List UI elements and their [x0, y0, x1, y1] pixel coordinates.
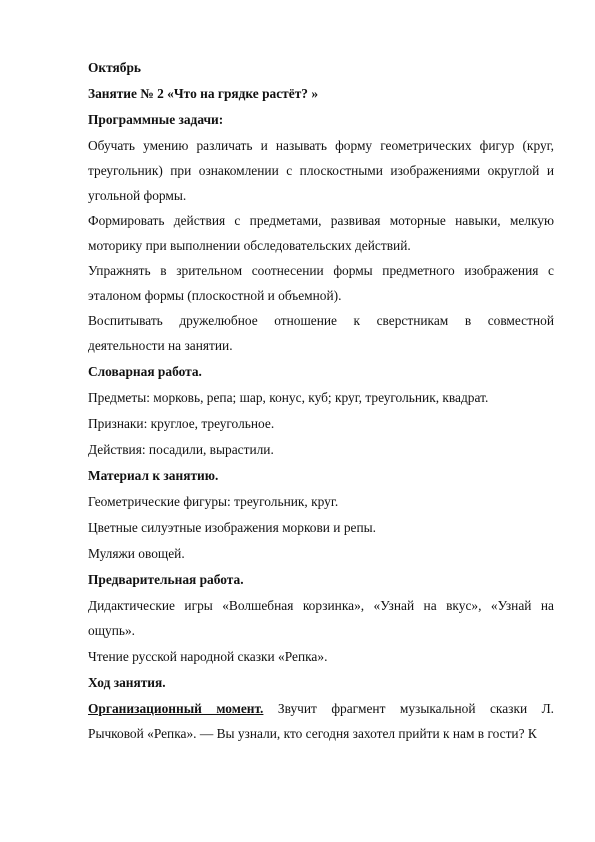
vocab-line: Действия: посадили, вырастили. [88, 442, 274, 457]
course-intro-label: Организационный момент. [88, 701, 264, 716]
vocab-line: Предметы: морковь, репа; шар, конус, куб; круг, треугольник, квадрат. [88, 390, 489, 405]
task-line: эталоном формы (плоскостной и объемной). [88, 288, 342, 303]
course-intro-text: Звучит фрагмент музыкальной сказки Л. [263, 701, 554, 716]
material-line: Муляжи овощей. [88, 546, 185, 561]
month-label: Октябрь [88, 60, 142, 75]
vocab-line: Признаки: круглое, треугольное. [88, 416, 275, 431]
vocab-heading: Словарная работа. [88, 364, 202, 379]
task-line: Упражнять в зрительном соотнесении формы предметного изображения с [88, 263, 554, 278]
course-intro-line [88, 701, 554, 717]
tasks-heading: Программные задачи: [88, 112, 224, 127]
course-heading: Ход занятия. [88, 675, 166, 690]
prelim-line: Чтение русской народной сказки «Репка». [88, 649, 328, 664]
prelim-line: ощупь». [88, 623, 136, 638]
task-line: Обучать умению различать и называть форму геометрических фигур (круг, [88, 138, 554, 153]
task-line: деятельности на занятии. [88, 338, 233, 353]
task-line: треугольник) при ознакомлении с плоскостными изображениями округлой и [88, 163, 554, 178]
task-line: Формировать действия с предметами, развивая моторные навыки, мелкую [88, 213, 554, 228]
task-line: Воспитывать дружелюбное отношение к сверстникам в совместной [88, 313, 554, 328]
prelim-heading: Предварительная работа. [88, 572, 244, 587]
course-intro-line: Рычковой «Репка». — Вы узнали, кто сегодня захотел прийти к нам в гости? К [88, 726, 537, 741]
material-heading: Материал к занятию. [88, 468, 219, 483]
task-line: угольной формы. [88, 188, 187, 203]
material-line: Цветные силуэтные изображения моркови и репы. [88, 520, 376, 535]
lesson-title: Занятие № 2 «Что на грядке растёт? » [88, 86, 319, 101]
prelim-line: Дидактические игры «Волшебная корзинка», «Узнай на вкус», «Узнай на [88, 598, 554, 613]
material-line: Геометрические фигуры: треугольник, круг. [88, 494, 339, 509]
task-line: моторику при выполнении обследовательских действий. [88, 238, 411, 253]
